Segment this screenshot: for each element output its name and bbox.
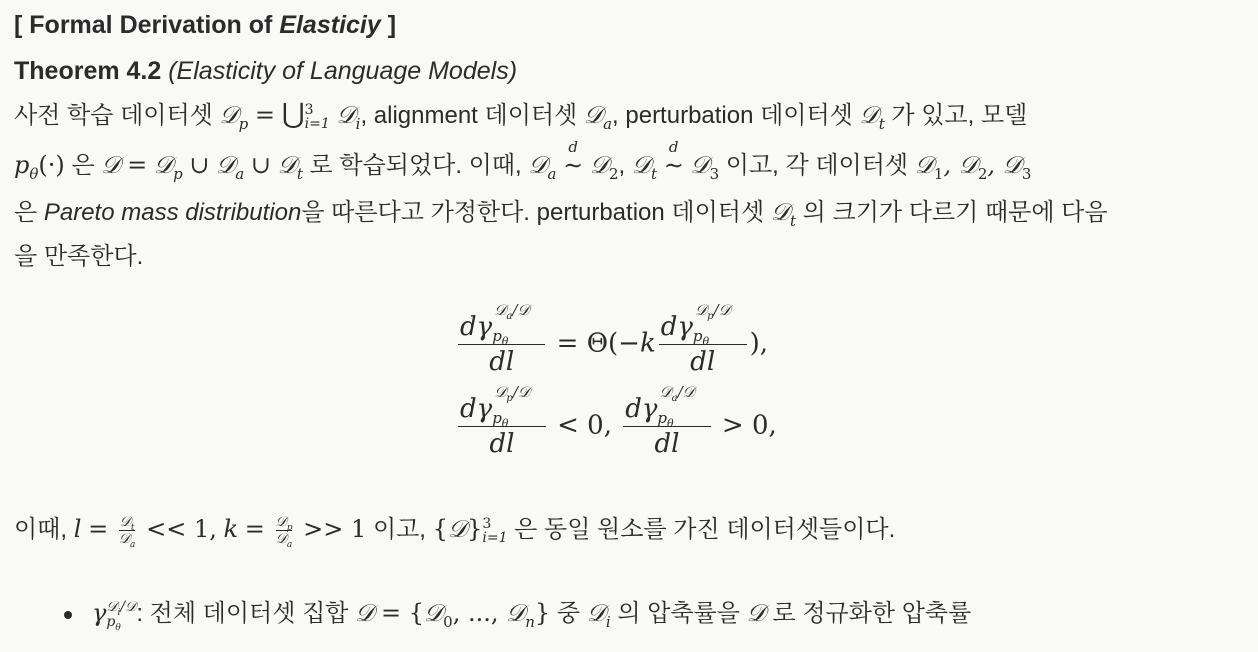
bullet-marker	[64, 611, 72, 619]
theorem-heading	[14, 56, 517, 86]
paragraph-line-1: 사전 학습 데이터셋 𝒟$_p$ = ⋃ 3 i=1 𝒟$_i$, alignment 데이터셋 𝒟$_a$, perturbation 데이터셋 𝒟$_t$ 가 있고, 모델	[14, 97, 1028, 133]
display-equation-row-2: $\frac{d\gamma_{p_\theta}^{𝒟_p/𝒟}}{dl}$ < 0, $\frac{d\gamma_{p_\theta}^{𝒟_a/𝒟}}{dl}$ > 0,	[460, 383, 777, 460]
bullet-item: γ 𝒟$_i$/𝒟 $p_\theta$ : 전체 데이터셋 집합 𝒟 = {𝒟$_0$, ..., 𝒟$_n$} 중 𝒟$_i$ 의 압축률을 𝒟 로 정규화한 압축률	[92, 598, 972, 633]
paragraph-line-4: 을 만족한다.	[14, 243, 144, 270]
theorem-title: (Elasticity of Language Models)	[168, 57, 518, 85]
paragraph-line-2: $p_\theta(\cdot)$ 은 𝒟 = 𝒟$_p$ ∪ 𝒟$_a$ ∪ 𝒟$_t$ 로 학습되었다. 이때, 𝒟$_a$ d ∼ 𝒟$_2$, 𝒟$_t$ d ∼ 𝒟$_3$ 이고, 각 데이터셋 𝒟$_1$, 𝒟$_2$, 𝒟$_3$	[14, 138, 1032, 183]
after-equation-line: 이때, l = $\frac{𝒟_t}{𝒟_a}$ << 1, k = $\frac{𝒟_p}{𝒟_a}$ >> 1 이고, {𝒟} 3 i=1 은 동일 원소를 가진 데이터셋들이다.	[14, 514, 896, 550]
section-heading: [ Formal Derivation of Elasticiy ]	[14, 11, 397, 39]
theorem-label: Theorem 4.2	[14, 57, 162, 85]
paragraph-line-3: 은 Pareto mass distribution을 따른다고 가정한다. perturbation 데이터셋 𝒟$_t$ 의 크기가 다르기 때문에 다음	[14, 198, 1108, 230]
display-equation-row-1: $\frac{d\gamma_{p_\theta}^{𝒟_a/𝒟}}{dl}$ = Θ(−k $\frac{d\gamma_{p_\theta}^{𝒟_p/𝒟}}{dl}$ ),	[460, 301, 768, 378]
